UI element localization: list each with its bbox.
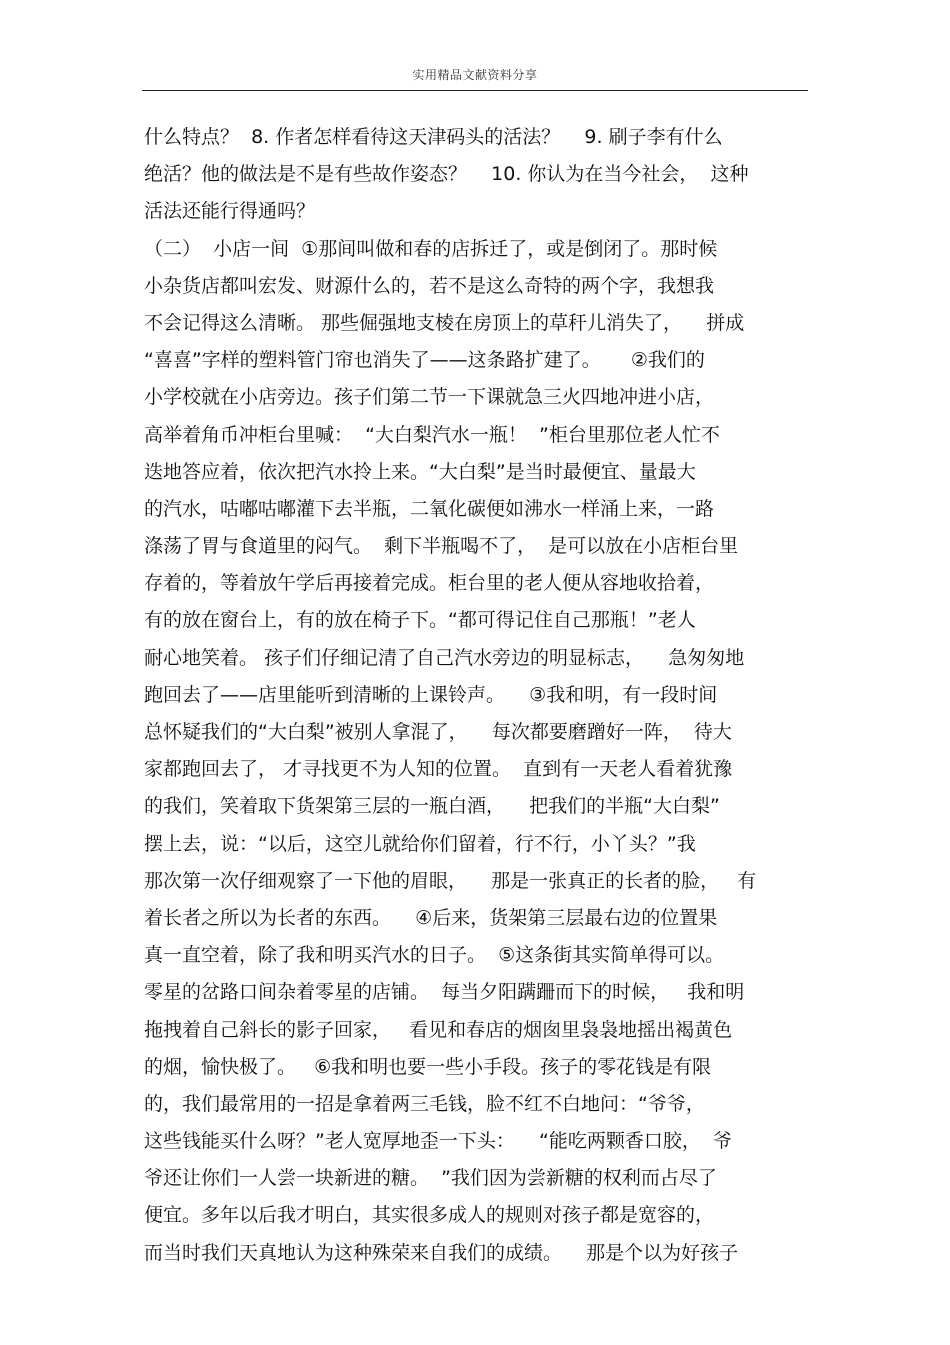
text-line: 迭地答应着，依次把汽水拎上来。“大白梨”是当时最便宜、量最大 (144, 460, 696, 483)
text-line: 的烟，愉快极了。 ⑥我和明也要一些小手段。孩子的零花钱是有限 (144, 1055, 712, 1078)
text-line: 高举着角币冲柜台里喊： “大白梨汽水一瓶！ ”柜台里那位老人忙不 (144, 423, 720, 446)
text-line: 而当时我们天真地认为这种殊荣来自我们的成绩。 那是个以为好孩子 (144, 1241, 739, 1264)
text-line: “喜喜”字样的塑料管门帘也消失了——这条路扩建了。 ②我们的 (144, 349, 705, 372)
text-line: 跑回去了——店里能听到清晰的上课铃声。 ③我和明，有一段时间 (144, 683, 718, 706)
text-line: 耐心地笑着。 孩子们仔细记清了自己汽水旁边的明显标志， 急匆匆地 (144, 646, 745, 669)
header-divider (142, 90, 808, 91)
body-text (144, 119, 814, 1272)
text-line: 绝活？他的做法是不是有些故作姿态？ 10. 你认为在当今社会， 这种 (144, 163, 749, 186)
text-line: 的，我们最常用的一招是拿着两三毛钱，脸不红不白地问：“爷爷， (144, 1092, 705, 1115)
text-line: 的汽水，咕嘟咕嘟灌下去半瓶，二氧化碳便如沸水一样涌上来，一路 (144, 497, 715, 520)
text-line: 的我们，笑着取下货架第三层的一瓶白酒， 把我们的半瓶“大白梨” (144, 795, 720, 818)
text-line: 零星的岔路口间杂着零星的店铺。 每当夕阳蹒跚而下的时候， 我和明 (144, 981, 745, 1004)
text-line: 小杂货店都叫宏发、财源什么的，若不是这么奇特的两个字，我想我 (144, 274, 715, 297)
text-line: 拖拽着自己斜长的影子回家， 看见和春店的烟囱里袅袅地摇出褐黄色 (144, 1018, 733, 1041)
text-line: 真一直空着，除了我和明买汽水的日子。 ⑤这条街其实简单得可以。 (144, 944, 725, 967)
text-line: 存着的，等着放午学后再接着完成。柜台里的老人便从容地收拾着， (144, 572, 715, 595)
text-line: 什么特点？ 8. 作者怎样看待这天津码头的活法？ 9. 刷子李有什么 (144, 126, 723, 148)
text-line: 小学校就在小店旁边。孩子们第二节一下课就急三火四地冲进小店， (144, 386, 715, 409)
text-line: 总怀疑我们的“大白梨”被别人拿混了， 每次都要磨蹭好一阵， 待大 (144, 721, 732, 743)
text-line: 不会记得这么清晰。 那些倔强地支棱在房顶上的草秆儿消失了， 拼成 (144, 311, 745, 334)
text-line: 那次第一次仔细观察了一下他的眉眼， 那是一张真正的长者的脸， 有 (144, 869, 757, 892)
text-line: 这些钱能买什么呀？”老人宽厚地歪一下头： “能吃两颗香口胶， 爷 (144, 1130, 732, 1153)
text-line: 摆上去，说：“以后，这空儿就给你们留着，行不行，小丫头？”我 (144, 832, 696, 855)
text-line: 着长者之所以为长者的东西。 ④后来，货架第三层最右边的位置果 (144, 906, 718, 929)
text-line: 活法还能行得通吗？ (144, 200, 316, 223)
text-line: （二） 小店一间 ①那间叫做和春的店拆迁了，或是倒闭了。那时候 (144, 237, 718, 260)
text-line: 家都跑回去了， 才寻找更不为人知的位置。 直到有一天老人看着犹豫 (144, 758, 733, 781)
page-header: 实用精品文献资料分享 (412, 68, 538, 82)
text-line: 便宜。多年以后我才明白，其实很多成人的规则对孩子都是宽容的， (144, 1204, 715, 1227)
text-line: 有的放在窗台上，有的放在椅子下。“都可得记住自己那瓶！”老人 (144, 609, 696, 632)
text-line: 涤荡了胃与食道里的闷气。 剩下半瓶喝不了， 是可以放在小店柜台里 (144, 535, 739, 558)
text-line: 爷还让你们一人尝一块新进的糖。 ”我们因为尝新糖的权利而占尽了 (144, 1167, 717, 1190)
